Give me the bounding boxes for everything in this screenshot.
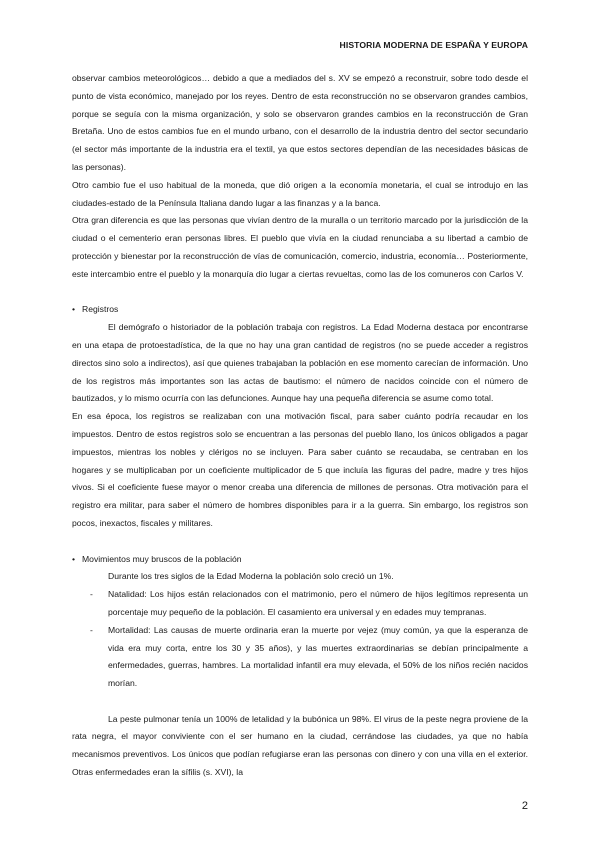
dash-marker: -	[90, 624, 93, 635]
paragraph: observar cambios meteorológicos… debido a que a mediados del s. XV se empezó a reconstruir, sobre todo desde el punto de vista económico, manejado por los reyes. Dentro de esta reconstrucción no se observaron grandes cambios, porque se seguía con la misma organización, y solo se observaron grandes cambios en la reconstrucción de Gran Bretaña. Uno de estos cambios fue en el mundo urbano, con el desarrollo de la industria dentro del sector secundario (el sector más importante de la industria era el textil, ya que estos sectores dependían de las necesidades básicas de las personas).	[72, 73, 528, 172]
paragraph: Otro cambio fue el uso habitual de la moneda, que dió origen a la economía monetaria, el cual se introdujo en las ciudades-estado de la Península Italiana dando lugar a las finanzas y a la banca.	[72, 179, 528, 208]
paragraph: En esa época, los registros se realizaban con una motivación fiscal, para saber cuánto podría recaudar en los impuestos. Dentro de estos registros solo se encuentran a las personas del pueblo llano, los únicos obligados a pagar impuestos, mientras los nobles y clérigos no se incluyen. Para saber cuánto se recaudaba, se centraban en los hogares y se multiplicaban por un coeficiente multiplicador de 5 que incluía las figuras del padre, madre y tres hijos vivos. Si el coeficiente fuese mayor o menor creaba una diferencia de millones de personas. Otra motivación para el registro era militar, para saber el número de hombres disponibles para ir a la guerra. Sin embargo, los registros son pocos, inexactos, fiscales y militares.	[72, 411, 528, 528]
section-heading-movimientos: • Movimientos muy bruscos de la población	[72, 551, 528, 569]
running-header: HISTORIA MODERNA DE ESPAÑA Y EUROPA	[339, 40, 528, 50]
paragraph: Otra gran diferencia es que las personas que vivían dentro de la muralla o un territorio marcado por la jurisdicción de la ciudad o el cementerio eran personas libres. El pueblo que vivía en la ciudad renunciaba a su libertad a cambio de protección y bienestar por la reconstrucción de vías de comunicación, comercio, industria, economía… Posteriormente, este intercambio entre el pueblo y la monarquía dio lugar a ciertas revueltas, como las de los comuneros con Carlos V.	[72, 215, 528, 279]
paragraph: La peste pulmonar tenía un 100% de letalidad y la bubónica un 98%. El virus de la peste negra proviene de la rata negra, el mayor conviviente con el ser humano en la ciudad, cerrándose las ciudades, ya que no había mecanismos preventivos. Los únicos que podían refugiarse eran las personas con dinero y con una villa en el exterior. Otras enfermedades eran la sífilis (s. XVI), la	[72, 713, 528, 778]
paragraph: El demógrafo o historiador de la población trabaja con registros. La Edad Moderna destaca por encontrarse en una etapa de protoestadística, de la que no hay una gran cantidad de registros (no se puede acceder a registros directos sino solo a indirectos), así que quienes trabajaban la población en ese momento carecían de información. Uno de los registros más importantes son las actas de bautismo: el número de nacidos coincide con el número de bautizados, y lo mismo ocurría con las defunciones. Aunque hay una pequeña diferencia se asume como total.	[72, 322, 528, 404]
page-content	[72, 70, 528, 782]
dash-marker: -	[90, 589, 93, 600]
list-item-natalidad	[72, 586, 528, 622]
paragraph: Durante los tres siglos de la Edad Moderna la población solo creció un 1%.	[108, 571, 394, 582]
section-heading-registros: • Registros	[72, 301, 528, 319]
list-item-mortalidad	[72, 622, 528, 693]
list-item-text: Natalidad: Los hijos están relacionados con el matrimonio, pero el número de hijos legítimos representa un porcentaje muy pequeño de la población. El casamiento era universal y en edades muy tempranas.	[108, 589, 528, 617]
list-item-text: Mortalidad: Las causas de muerte ordinaria eran la muerte por vejez (muy común, ya que la esperanza de vida era muy corta, entre los 30 y 35 años), y las muertes extraordinarias se debían principalmente a enfermedades, guerras, hambres. La mortalidad infantil era muy elevada, el 50% de los niños recién nacidos morían.	[108, 624, 528, 689]
page-number: 2	[521, 800, 528, 812]
